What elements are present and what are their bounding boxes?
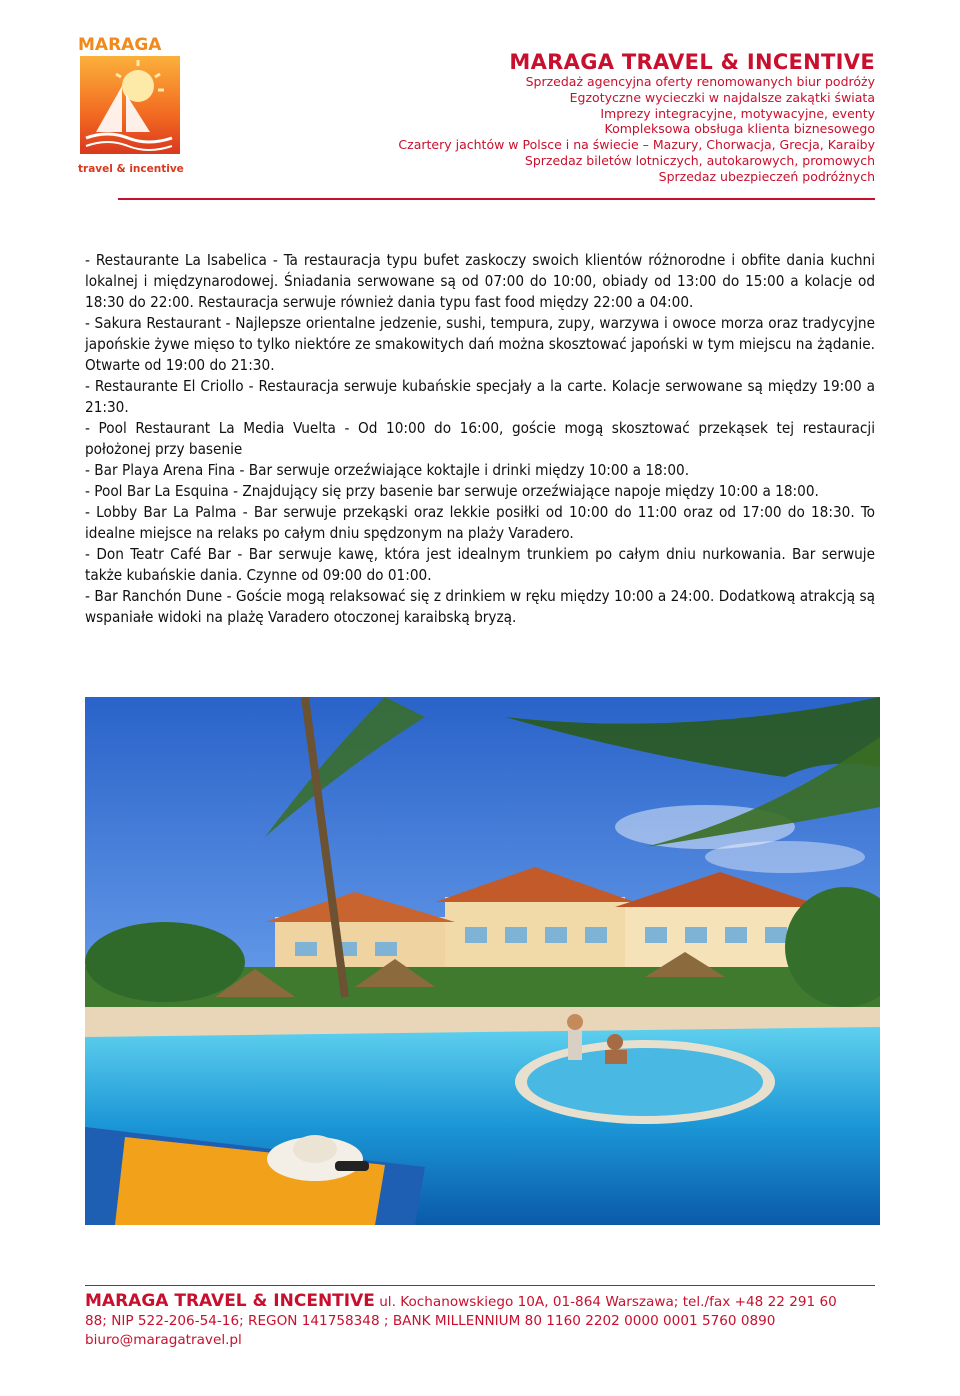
footer-email-link[interactable]: biuro@maragatravel.pl [85,1332,242,1348]
page-footer [85,1291,875,1350]
paragraph-la-esquina: - Pool Bar La Esquina - Znajdujący się przy basenie bar serwuje orzeźwiające napoje między 10:00 a 18:00. [85,482,819,500]
paragraph-ranchon-dune: - Bar Ranchón Dune - Goście mogą relaksować się z drinkiem w ręku między 10:00 a 24:00. Dodatkową atrakcją są wspaniałe widoki na plażę Varadero otoczonej karaibską bryzą. [85,587,875,626]
logo-tagline-text: travel & incentive [78,163,184,175]
header-line: Sprzedaz ubezpieczeń podróżnych [658,168,875,184]
header-divider [118,198,875,200]
header-line: Czartery jachtów w Polsce i na świecie – Mazury, Chorwacja, Grecja, Karaiby [398,137,875,153]
header-line: Sprzedaz biletów lotniczych, autokarowych, promowych [524,152,875,168]
header-line: Sprzedaż agencyjna oferty renomowanych biur podróży [525,74,875,89]
paragraph-el-criollo: - Restaurante El Criollo - Restauracja serwuje kubańskie specjały a la carte. Kolacje serwowane są między 19:00 a 21:30. [85,377,875,416]
company-logo [76,34,186,176]
paragraph-sakura: - Sakura Restaurant - Najlepsze orientalne jedzenie, sushi, tempura, zupy, warzywa i owoce morza oraz tradycyjne japońskie żywe mięso to tylko niektóre ze smakowitych dań można skosztować japoński w tym miejscu na żądanie. Otwarte od 19:00 do 21:30. [85,314,875,374]
paragraph-isabelica: - Restaurante La Isabelica - Ta restauracja typu bufet zaskoczy swoich klientów różnorodne i obfite dania kuchni lokalnej i międzynarodowej. Śniadania serwowane są od 07:00 do 10:00, obiady od 13:00 do 15:00 a kolacje od 18:30 do 22:00. Restauracja serwuje również dania typu fast food między 22:00 a 04:00. [85,251,875,311]
document-body [85,250,875,628]
resort-pool-photo [85,697,880,1225]
footer-line-1 [85,1291,875,1312]
header-company-name: MARAGA TRAVEL & INCENTIVE [509,50,875,74]
footer-divider [85,1285,875,1286]
header-line: Imprezy integracyjne, motywacyjne, eventy [600,105,875,121]
header-line: Egzotyczne wycieczki w najdalsze zakątki świata [569,89,875,105]
paragraph-media-vuelta: - Pool Restaurant La Media Vuelta - Od 10:00 do 16:00, goście mogą skosztować przekąsek tej restauracji położonej przy basenie [85,419,875,458]
footer-address: ul. Kochanowskiego 10A, 01-864 Warszawa; tel./fax +48 22 291 60 [374,1294,837,1310]
footer-company-name: MARAGA TRAVEL & INCENTIVE [85,1291,375,1311]
header-line: Kompleksowa obsługa klienta biznesowego [604,121,875,137]
paragraph-playa-arena-fina: - Bar Playa Arena Fina - Bar serwuje orzeźwiające koktajle i drinki między 10:00 a 18:00. [85,461,690,479]
paragraph-don-teatr: - Don Teatr Café Bar - Bar serwuje kawę, która jest idealnym trunkiem po całym dniu nurkowania. Bar serwuje także kubańskie dania. Czynne od 09:00 do 01:00. [85,545,875,584]
paragraph-la-palma: - Lobby Bar La Palma - Bar serwuje przekąski oraz lekkie posiłki od 10:00 do 11:00 oraz od 17:00 do 18:30. To idealne miejsce na relaks po całym dniu spędzonym na plaży Varadero. [85,503,875,542]
footer-registration-line: 88; NIP 522-206-54-16; REGON 141758348 ; BANK MILLENNIUM 80 1160 2202 0000 0001 5760 0890 [85,1313,776,1329]
header-info [398,50,875,185]
logo-brand-text: MARAGA [78,35,162,55]
